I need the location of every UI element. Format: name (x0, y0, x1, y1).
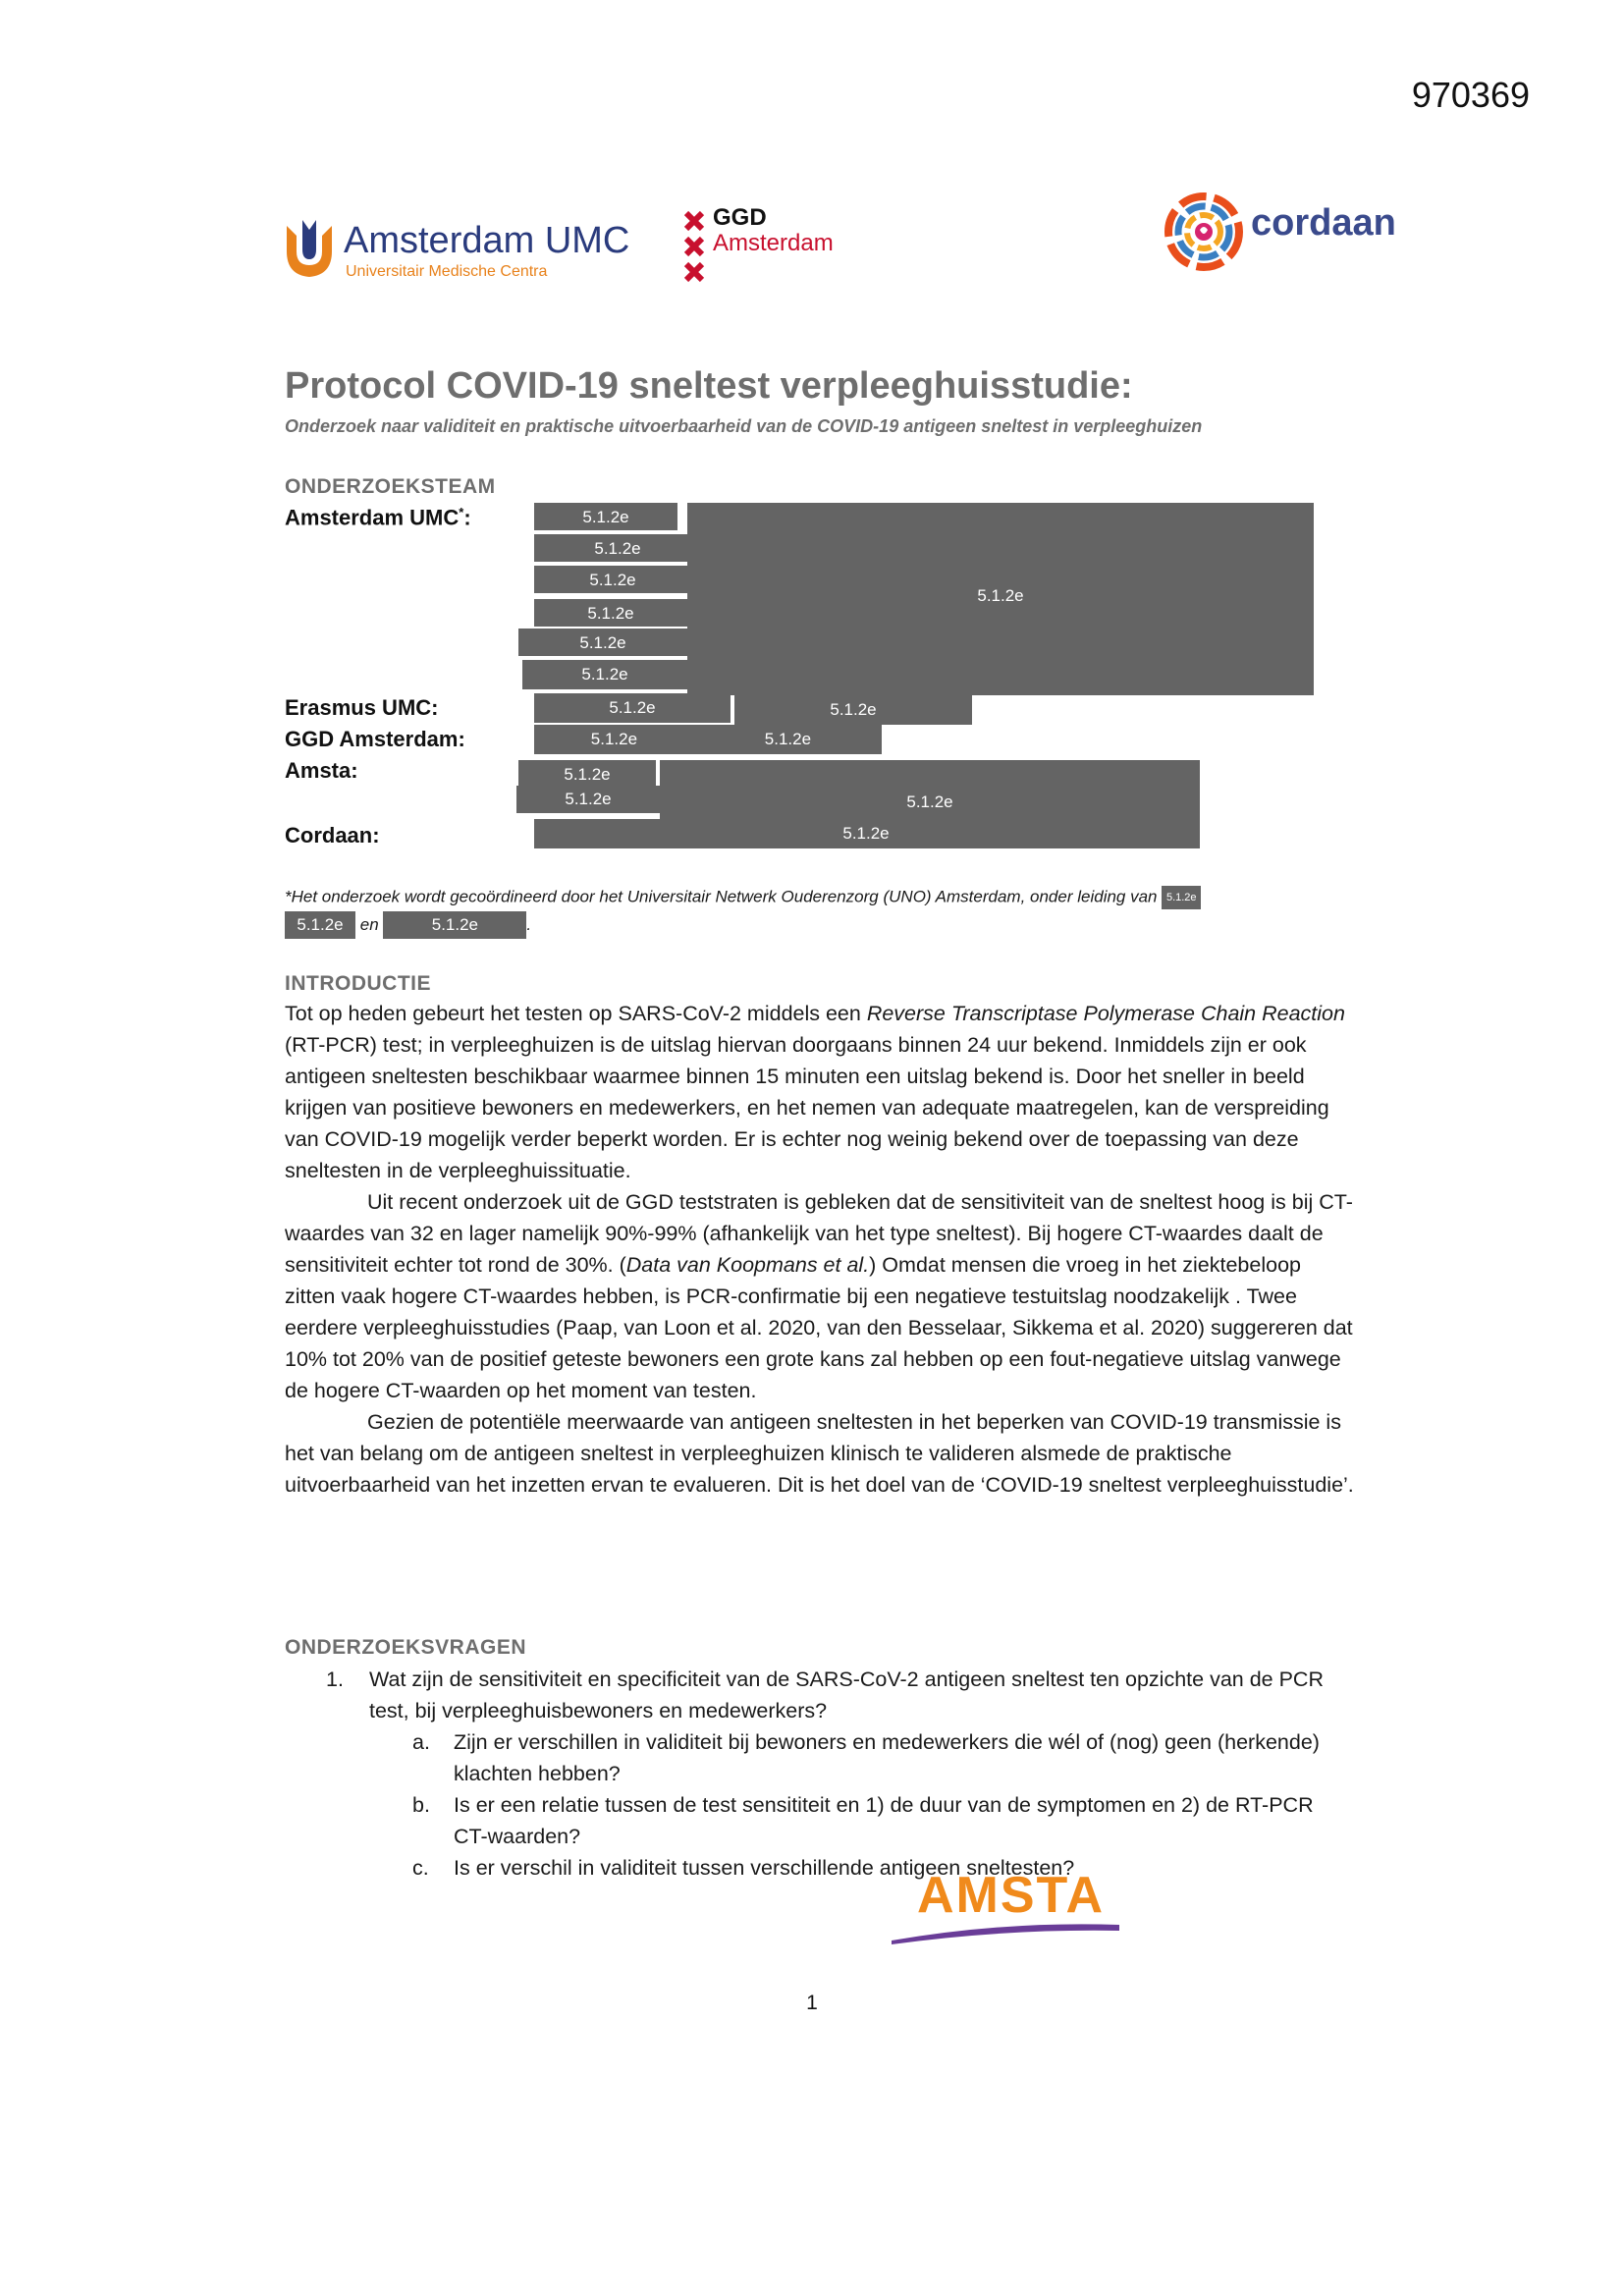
sub-question-label: c. (412, 1856, 429, 1880)
redaction-block: 5.1.2e 5.1.2e (534, 725, 882, 754)
coordination-note: *Het onderzoek wordt gecoördineerd door het Universitair Netwerk Ouderenzorg (UNO) Amsterdam, onder leiding van 5.1.2e (285, 886, 1355, 909)
redaction-block: 5.1.2e (1162, 886, 1201, 909)
redaction-block: 5.1.2e (660, 760, 1200, 848)
intro-heading: INTRODUCTIE (285, 972, 431, 995)
amsta-logo (888, 1866, 1123, 1944)
cordaan-swirl-icon (1164, 192, 1243, 271)
document-number: 970369 (1411, 75, 1530, 115)
sub-question-label: a. (412, 1730, 430, 1754)
question-1: Wat zijn de sensitiviteit en specificiteit van de SARS-CoV-2 antigeen sneltest ten opzichte van de PCR test, bij verpleeghuisbewoners en medewerkers? (369, 1667, 1324, 1722)
redaction-block: 5.1.2e (534, 599, 687, 627)
intro-paragraph-1: Tot op heden gebeurt het testen op SARS-CoV-2 middels een Reverse Transcriptase Polymerase Chain Reaction (RT-PCR) test; in verpleeghuizen is de uitslag hiervan doorgaans binnen 24 uur bekend. Inmiddels zijn er ook antigeen sneltesten beschikbaar waarmee binnen 15 minuten een uitslag bekend is. Door het sneller in beeld krijgen van positieve bewoners en medewerkers, en het nemen van adequate maatregelen, kan de verspreiding van COVID-19 mogelijk verder beperkt worden. Er is echter nog weinig bekend over de toepassing van deze sneltesten in de verpleeghuissituatie. (285, 1002, 1345, 1182)
sub-question-b: Is er een relatie tussen de test sensititeit en 1) de duur van de symptomen en 2) de RT-PCR CT-waarden? (454, 1793, 1314, 1848)
redaction-block: 5.1.2e (534, 693, 731, 723)
redaction-block: 5.1.2e (534, 534, 701, 562)
intro-paragraph-3: Gezien de potentiële meerwaarde van antigeen sneltesten in het beperken van COVID-19 transmissie is het van belang om de antigeen sneltest in verpleeghuizen klinisch te valideren alsmede de praktische uitvoerbaarheid van het inzetten ervan te evalueren. Dit is het doel van de ‘COVID-19 sneltest verpleeghuisstudie’. (285, 1410, 1354, 1497)
redaction-block: 5.1.2e (534, 503, 677, 530)
amsta-name: AMSTA (917, 1867, 1106, 1924)
x-mark-icon (683, 261, 705, 283)
page-subtitle: Onderzoek naar validiteit en praktische uitvoerbaarheid van de COVID-19 antigeen sneltest in verpleeghuizen (285, 416, 1203, 436)
redaction-block: 5.1.2e (285, 911, 355, 939)
redaction-block: 5.1.2e (518, 629, 687, 656)
intro-paragraph-2: Uit recent onderzoek uit de GGD teststraten is gebleken dat de sensitiviteit van de sneltest hoog is bij CT-waardes van 32 en lager namelijk 90%-99% (afhankelijk van het type sneltest). Bij hogere CT-waardes daalt de sensitiviteit echter tot rond de 30%. (Data van Koopmans et al.) Omdat mensen die vroeg in het ziektebeloop zitten vaak hogere CT-waardes hebben, is PCR-confirmatie bij een negatieve testuitslag noodzakelijk . Twee eerdere verpleeghuisstudies (Paap, van Loon et al. 2020, van den Besselaar, Sikkema et al. 2020) suggereren dat 10% tot 20% van de positief geteste bewoners een grote kans zal hebben op een fout-negatieve uitslag vanwege de hogere CT-waarden op het moment van testen. (285, 1190, 1353, 1402)
sub-question-a: Zijn er verschillen in validiteit bij bewoners en medewerkers die wél of (nog) geen (herkende) klachten hebben? (454, 1730, 1320, 1785)
team-heading: ONDERZOEKSTEAM (285, 475, 496, 498)
sub-question-c: Is er verschil in validiteit tussen verschillende antigeen sneltesten? (454, 1856, 1075, 1880)
x-mark-icon (683, 236, 705, 257)
team-label-ggd: GGD Amsterdam: (285, 727, 465, 751)
amsterdam-umc-logo (283, 214, 636, 283)
redaction-block: 5.1.2e (522, 660, 687, 689)
coordination-note-names: 5.1.2e en 5.1.2e . (285, 911, 531, 939)
redaction-block: 5.1.2e (516, 786, 660, 813)
cordaan-logo (1164, 192, 1420, 271)
question-number: 1. (326, 1667, 344, 1691)
amsta-swoosh-icon (888, 1915, 1123, 1944)
redaction-block: 5.1.2e (383, 911, 526, 939)
sub-question-label: b. (412, 1793, 430, 1817)
x-mark-icon (683, 210, 705, 232)
ggd-amsterdam-logo (683, 206, 880, 285)
redaction-block: 5.1.2e (734, 693, 972, 725)
questions-heading: ONDERZOEKSVRAGEN (285, 1636, 527, 1659)
redaction-block: 5.1.2e (534, 566, 691, 593)
amc-tulip-icon (283, 216, 336, 279)
team-label-erasmus: Erasmus UMC: (285, 695, 439, 720)
team-label-cordaan: Cordaan: (285, 823, 380, 847)
page-number: 1 (806, 1992, 818, 2014)
intro-text (285, 998, 1355, 1501)
ggd-city: Amsterdam (713, 230, 834, 256)
team-label-amsta: Amsta: (285, 758, 358, 783)
redaction-block: 5.1.2e (534, 819, 1198, 848)
cordaan-name: cordaan (1251, 202, 1396, 244)
redaction-block: 5.1.2e (687, 503, 1314, 695)
page-title: Protocol COVID-19 sneltest verpleeghuisstudie: (285, 365, 1133, 407)
amc-name: Amsterdam UMC (344, 220, 630, 261)
ggd-name: GGD (713, 204, 767, 231)
amc-subtitle: Universitair Medische Centra (346, 263, 548, 280)
team-label-amc: Amsterdam UMC*: (285, 505, 471, 530)
redaction-block: 5.1.2e (518, 760, 656, 788)
